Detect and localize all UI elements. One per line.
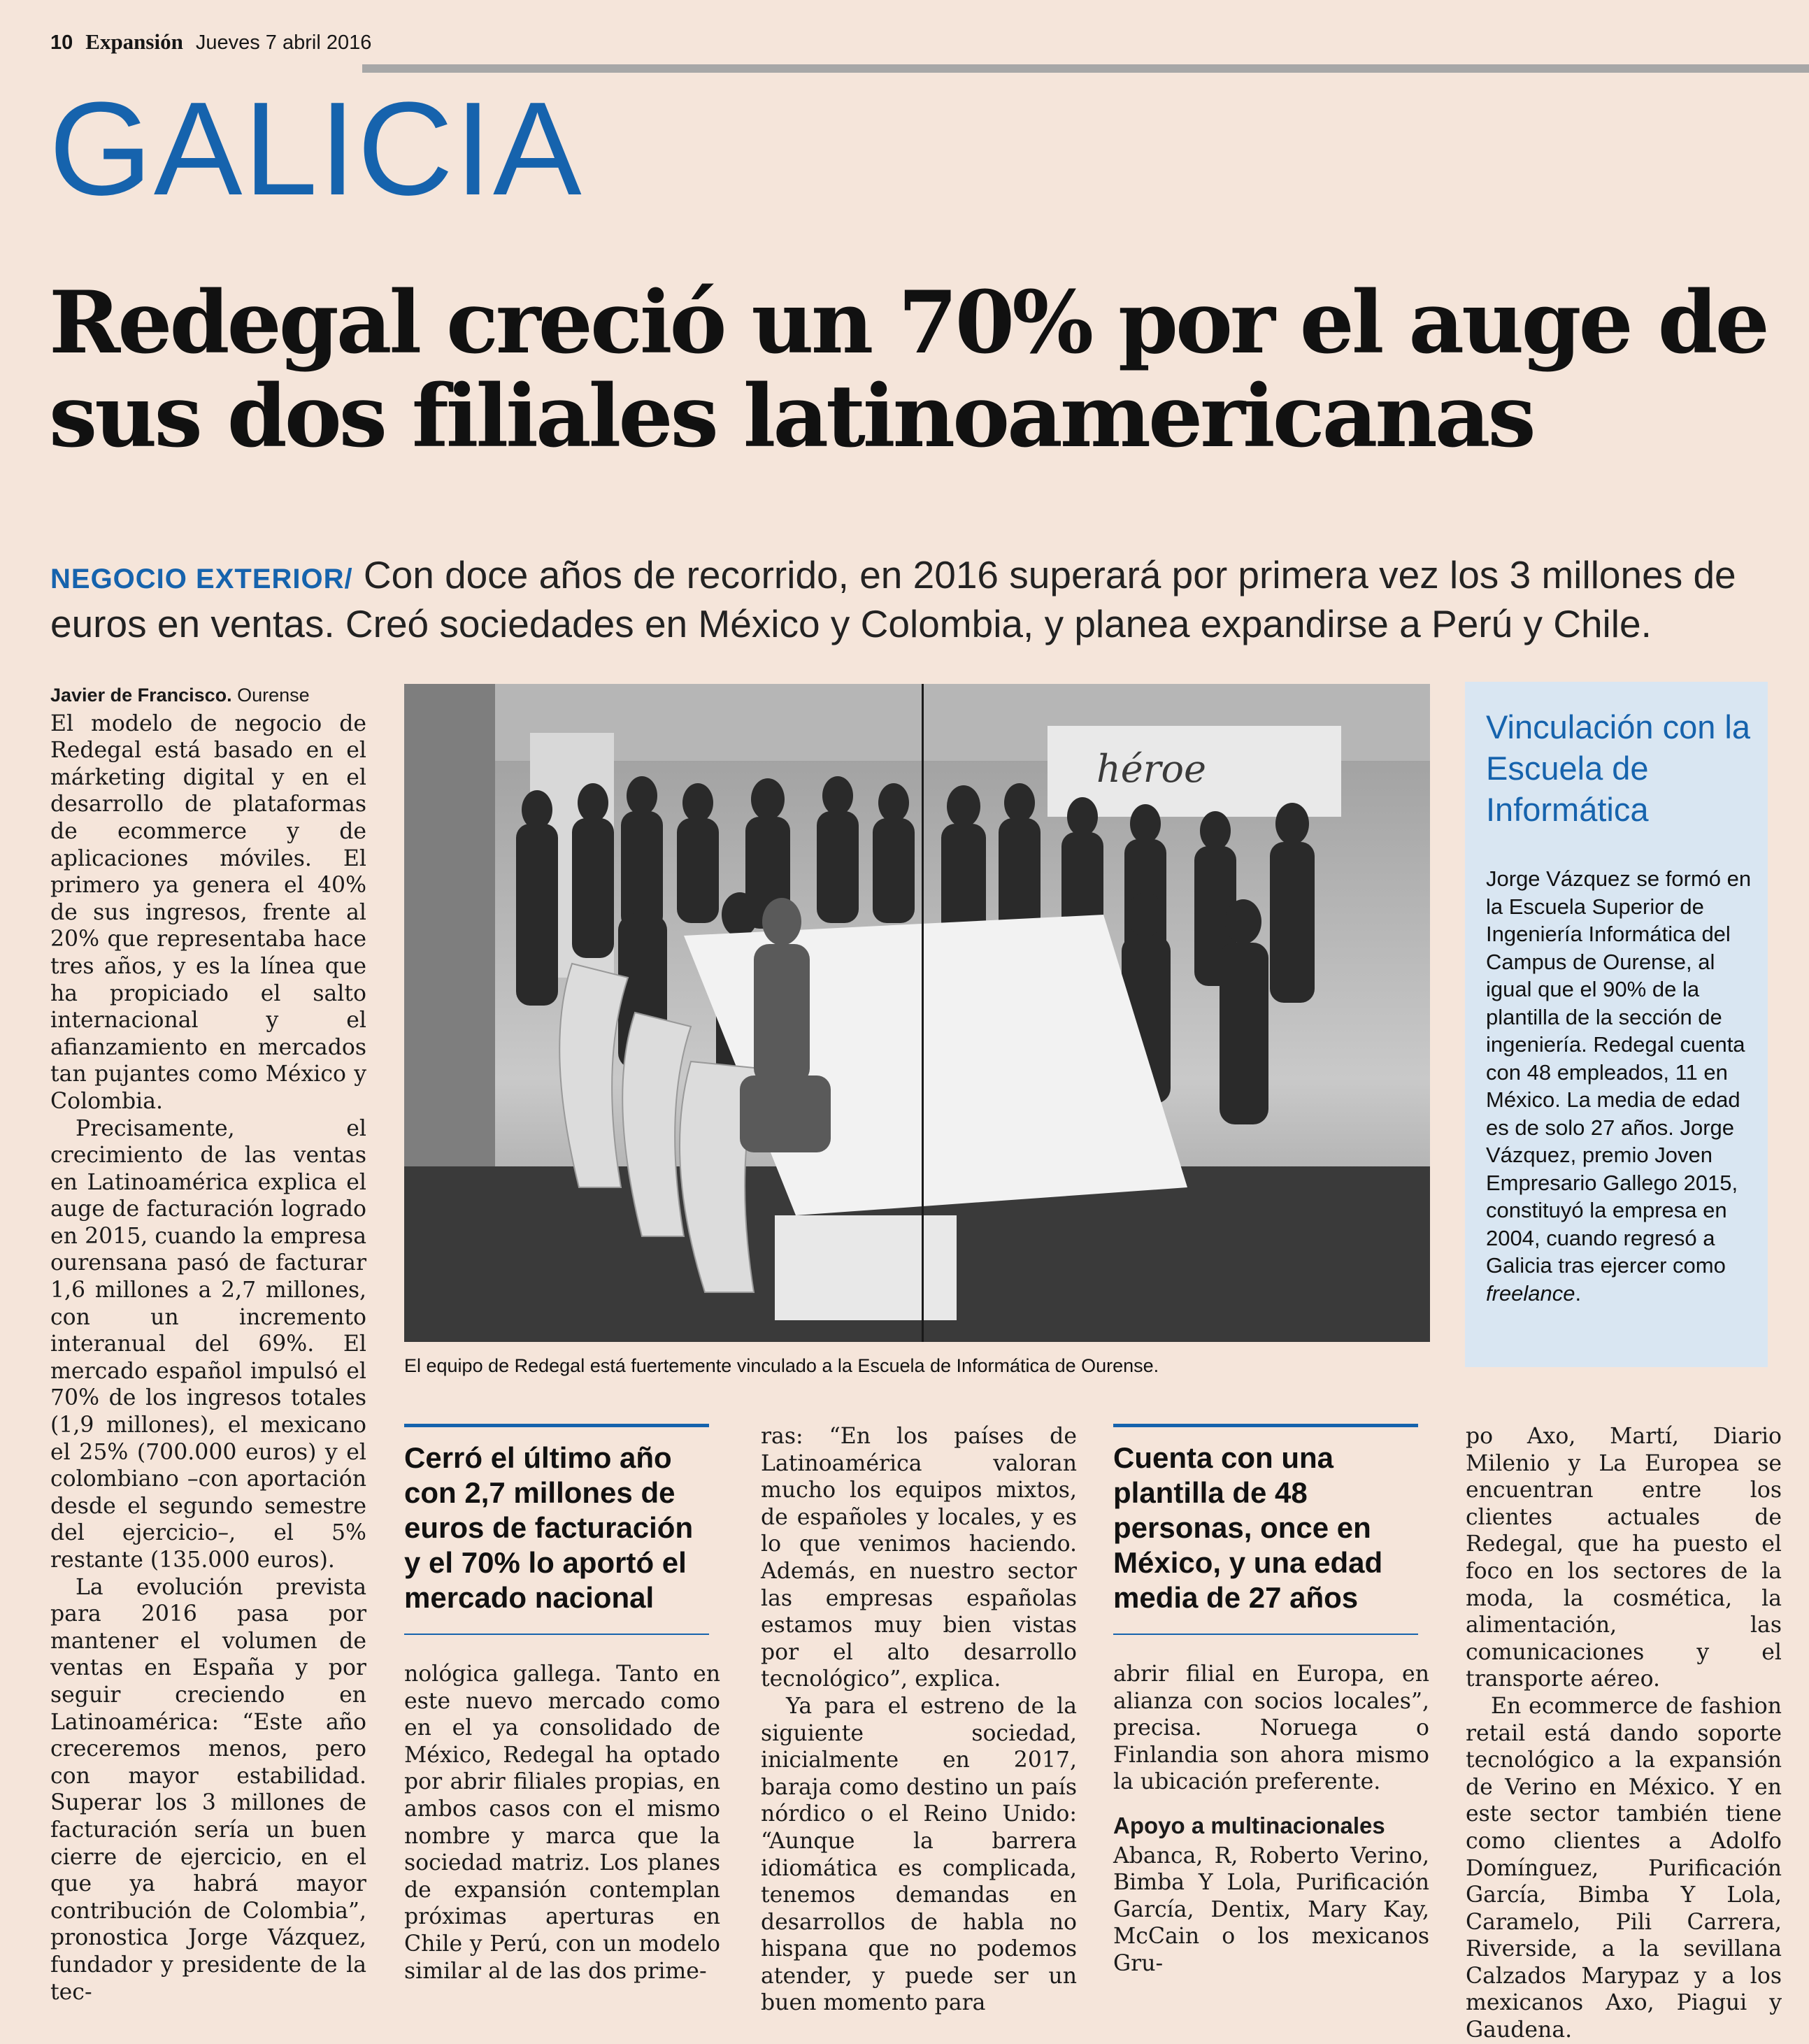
byline	[50, 682, 366, 709]
team-photo	[404, 684, 1430, 1342]
col1-paragraph-1: El modelo de negocio de Redegal está basado en el márketing digital y en el desarrollo de plataformas de ecommerce y de aplicaciones móviles. El primero ya genera el 40% de sus ingresos, frente al 20% que representaba hace tres años, y es la línea que ha propiciado el salto internacional y el afianzamiento en mercados tan pujantes como México y Colombia.	[50, 710, 366, 1114]
publication-name: Expansión	[85, 29, 183, 54]
body-column-1	[50, 682, 366, 2006]
sidebar-body-text: Jorge Vázquez se formó en la Escuela Superior de Ingeniería Informática del Campus de Ourense, al igual que el 90% de la plantilla de la sección de ingeniería. Redegal cuenta con 48 empleados, 11 en México. La media de edad es de solo 27 años. Jorge Vázquez, premio Joven Empresario Gallego 2015, constituyó la empresa en 2004, cuando regresó a Galicia tras ejercer como	[1486, 866, 1752, 1278]
col1-paragraph-2: Precisamente, el crecimiento de las ventas en Latinoamérica explica el auge de facturación logrado en 2015, cuando la empresa ourensana pasó de facturar 1,6 millones a 2,7 millones, con un incremento interanual del 69%. El mercado español impulsó el 70% de los ingresos totales (1,9 millones), el mexicano el 25% (700.000 euros) y el colombiano –con aportación desde el segundo semestre del ejercicio–, el 5% restante (135.000 euros).	[50, 1115, 366, 1573]
byline-author: Javier de Francisco.	[50, 685, 232, 706]
header-rule	[362, 64, 1809, 73]
issue-date: Jueves 7 abril 2016	[195, 31, 372, 54]
headline: Redegal creció un 70% por el auge de sus dos filiales latinoamericanas	[49, 273, 1767, 467]
body-column-2	[404, 1661, 720, 1985]
sidebar-title: Vinculación con la Escuela de Informática	[1486, 708, 1750, 828]
lede	[50, 552, 1778, 646]
lede-text: Con doce años de recorrido, en 2016 superará por primera vez los 3 millones de euros en ventas. Creó sociedades en México y Colombia, y planea expandirse a Perú y Chile.	[50, 553, 1736, 645]
col5-paragraph-2: En ecommerce de fashion retail está dando soporte tecnológico a la expansión de Verino en México. Y en este sector también tiene como clientes a Adolfo Domínguez, Purificación García, Bimba Y Lola, Caramelo, Pili Carrera, Riverside, a la sevillana Calzados Marypaz y a los mexicanos Axo, Piagui y Gaudena.	[1466, 1693, 1782, 2043]
page-number: 10	[50, 31, 73, 54]
wall-graphic-text: héroe	[1096, 747, 1207, 791]
col3-paragraph-2: Ya para el estreno de la siguiente sociedad, inicialmente en 2017, baraja como destino un país nórdico o el Reino Unido: “Aunque la barrera idiomática es complicada, tenemos demandas en desarrollos de habla no hispana que no podemos atender, y puede ser un buen momento para	[761, 1693, 1077, 2016]
pullquote-1: Cerró el último año con 2,7 millones de euros de facturación y el 70% lo aportó el mercado nacional	[404, 1441, 694, 1614]
sidebar-body-end: .	[1575, 1280, 1582, 1306]
body-column-3	[761, 1423, 1077, 2017]
col4-paragraph-1: abrir filial en Europa, en alianza con socios locales”, precisa. Noruega o Finlandia son ahora mismo la ubicación preferente.	[1113, 1661, 1429, 1795]
col4-paragraph-2: Abanca, R, Roberto Verino, Bimba Y Lola, Purificación García, Dentix, Mary Kay, McCain o los mexicanos Gru-	[1113, 1843, 1429, 1976]
sidebar-body-emphasis: freelance	[1486, 1280, 1575, 1306]
col5-paragraph-1: po Axo, Martí, Diario Milenio y La Europea se encuentran entre los clientes actuales de Redegal, que ha puesto el foco en los sectores de la moda, la cosmética, la alimentación, las comunicaciones y el transporte aéreo.	[1466, 1424, 1782, 1692]
col3-paragraph-1: ras: “En los países de Latinoamérica valoran mucho los equipos mixtos, de españoles y locales, y es lo que venimos haciendo. Además, en nuestro sector las empresas españolas estamos muy bien vistas por el alto desarrollo tecnológico”, explica.	[761, 1424, 1077, 1692]
pullquote-2: Cuenta con una plantilla de 48 personas, once en México, y una edad media de 27 años	[1113, 1441, 1383, 1614]
photo-caption: El equipo de Redegal está fuertemente vinculado a la Escuela de Informática de Ourense.	[404, 1355, 1159, 1376]
col1-paragraph-3: La evolución prevista para 2016 pasa por mantener el volumen de ventas en España y por seguir creciendo en Latinoamérica: “Este año creceremos menos, pero con mayor estabilidad. Superar los 3 millones de facturación sería un buen cierre de ejercicio, en el que ya habrá mayor contribución de Colombia”, pronostica Jorge Vázquez, fundador y presidente de la tec-	[50, 1574, 366, 2005]
body-column-4	[1113, 1661, 1429, 1978]
page-folio	[50, 29, 371, 60]
sidebar-body	[1486, 865, 1759, 1307]
body-column-5	[1466, 1423, 1782, 2044]
pullquote-2-bottom-rule	[1113, 1634, 1418, 1635]
col2-paragraph-1: nológica gallega. Tanto en este nuevo mercado como en el ya consolidado de México, Redegal ha optado por abrir filiales propias, en ambos casos con el mismo nombre y marca que la sociedad matriz. Los planes de expansión contemplan próximas aperturas en Chile y Perú, con un modelo similar al de las dos prime-	[404, 1661, 720, 1984]
pullquote-1-bottom-rule	[404, 1634, 709, 1635]
section-title: GALICIA	[49, 75, 583, 223]
lede-kicker: NEGOCIO EXTERIOR/	[50, 564, 353, 594]
byline-place: Ourense	[231, 685, 310, 706]
pullquote-2-top-rule	[1113, 1424, 1418, 1427]
pullquote-1-top-rule	[404, 1424, 709, 1427]
col4-subhead: Apoyo a multinacionales	[1113, 1812, 1385, 1838]
